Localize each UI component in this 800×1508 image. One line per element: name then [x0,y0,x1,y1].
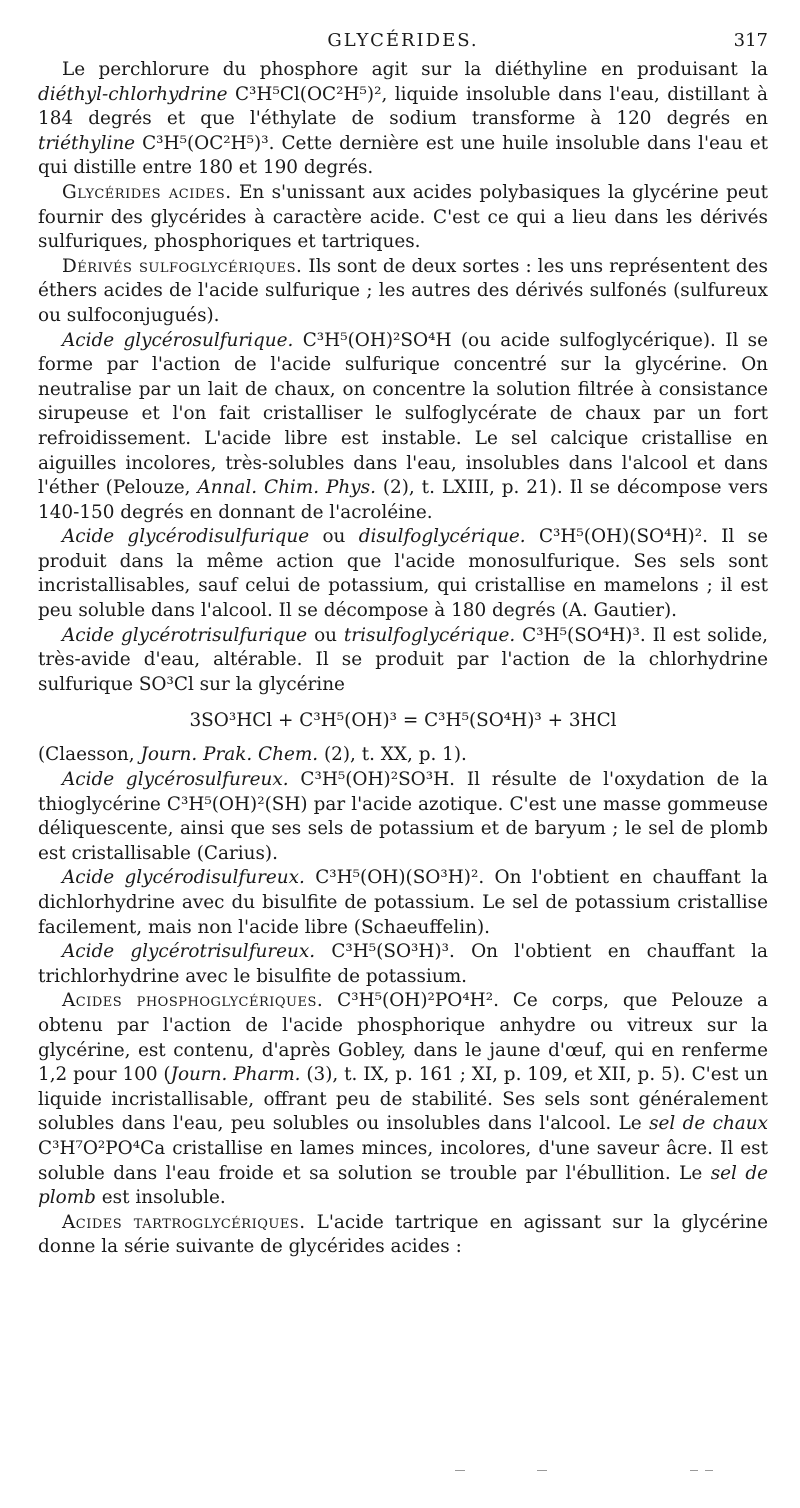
italic-term: disulfoglycérique. [358,526,526,548]
text-run: L'acide tartrique en agissant sur la glycérine donne la série suivante de glycérides acides : [38,1211,768,1258]
scan-mark [537,1470,547,1471]
text-run: (2), t. LXIII, p. 21). Il se décompose vers 140-150 degrés en donnant de l'acroléine. [38,477,769,523]
paragraph [38,58,768,181]
text-run: C³H⁷O²PO⁴Ca cristallise en lames minces, incolores, d'une saveur âcre. Il est soluble dans l'eau froide et sa solution se trouble par l'ébullition. Le [38,1137,768,1184]
text-run: C³H⁵(OH)²SO⁴H (ou acide sulfoglycérique). Il se forme par l'action de l'acide sulfurique concentré sur la glycérine. On neutralise par un lait de chaux, on concentre la solution filtrée à consistance sirupeuse et l'on fait cristalliser le sulfoglycérate de chaux par un fort refroidissement. L'acide libre est instable. Le sel calcique cristallise en aiguilles incolores, très-solubles dans l'eau, insolubles dans l'alcool et dans l'éther (Pelouze, [38,329,769,499]
paragraph [38,525,768,623]
italic-term: trisulfoglycérique. [343,624,516,646]
text-run: (3), t. IX, p. 161 ; XI, p. 109, et XII, p. 5). C'est un liquide incristallisable, offrant peu de stabilité. Ses sels sont généralement solubles dans l'eau, peu solubles ou insolubles dans l'alcool. Le [38,1064,768,1135]
scan-mark [455,1470,465,1471]
paragraph [38,866,768,940]
text-run: C³H⁵(OC²H⁵)³. Cette dernière est une huile insoluble dans l'eau et qui distille entre 180 et 190 degrés. [38,132,768,179]
italic-term: Acide glycérodisulfurique [62,526,310,548]
italic-term: diéthyl-chlorhydrine [38,83,228,105]
italic-term: Acide glycérosulfureux. [62,769,289,791]
text-run: C³H⁵(OH)(SO³H)². On l'obtient en chauffant la dichlorhydrine avec du bisulfite de potassium. Le sel de potassium cristallise facilement, mais non l'acide libre (Schaeuffelin). [38,867,769,938]
running-head: GLYCÉRIDES. [327,30,479,51]
italic-term: sel de plomb [38,1162,768,1209]
italic-term: triéthyline [38,132,136,154]
scan-mark [690,1470,698,1471]
scan-artifact-marks [0,1470,800,1480]
italic-term: Acide glycérosulfurique. [62,329,294,351]
italic-term: Acide glycérotrisulfurique [62,624,308,646]
paragraph [38,743,768,768]
text-run: C³H⁵(OH)(SO⁴H)². Il se produit dans la même action que l'acide monosulfurique. Ses sels sont incristallisables, sauf celui de potassium, qui cristallise en mamelons ; il est peu soluble dans l'alcool. Il se décompose à 180 degrés (A. Gautier). [38,526,768,622]
text-run: est insoluble. [95,1187,226,1209]
paragraph [38,940,768,989]
italic-citation: Annal. Chim. Phys. [197,477,376,499]
section-heading: Acides phosphoglycériques. [62,990,324,1012]
text-run: (Claesson, [38,744,141,766]
page-header [38,24,768,58]
text-run: C³H⁵(OH)²PO⁴H². Ce corps, que Pelouze a obtenu par l'action de l'acide phosphorique anhydre ou vitreux sur la glycérine, est contenu, d'après Gobley, dans le jaune d'œuf, qui en renferme 1,2 pour 100 ( [38,990,768,1086]
paragraph [38,768,768,866]
text-run: C³H⁵(SO³H)³. On l'obtient en chauffant la trichlorhydrine avec le bisulfite de potassium. [38,941,768,987]
text-run: (2), t. XX, p. 1). [318,744,467,766]
italic-citation: Journ. Prak. Chem. [140,744,319,766]
section-heading: Glycérides acides. [62,181,232,203]
chemical-equation: 3SO³HCl + C³H⁵(OH)³ = C³H⁵(SO⁴H)³ + 3HCl [189,710,617,732]
paragraph [38,329,768,526]
paragraph [38,989,768,1210]
italic-term: sel de chaux [649,1113,768,1135]
paragraph [38,255,768,329]
text-run: Ils sont de deux sortes : les uns représentent des éthers acides de l'acide sulfurique ; les autres des dérivés sulfonés (sulfureux ou sulfoconjugués). [38,255,768,326]
body-text [38,58,768,1260]
italic-citation: Journ. Pharm. [170,1064,301,1086]
paragraph [38,181,768,255]
section-heading: Dérivés sulfoglycériques. [62,255,303,277]
text-run: ou [309,526,359,548]
italic-term: Acide glycérotrisulfureux. [62,941,316,963]
page [38,24,768,1260]
text-run: C³H⁵Cl(OC²H⁵)², liquide insoluble dans l'eau, distillant à 184 degrés et que l'éthylate de sodium transforme à 120 degrés en [38,83,768,130]
scan-mark [705,1470,713,1471]
paragraph [38,624,768,698]
text-run: En s'unissant aux acides polybasiques la glycérine peut fournir des glycérides à caractère acide. C'est ce qui a lieu dans les dérivés sulfuriques, phosphoriques et tartriques. [38,181,768,253]
text-run: C³H⁵(SO⁴H)³. Il est solide, très-avide d'eau, altérable. Il se produit par l'action de la chlorhydrine sulfurique SO³Cl sur la glycérine [38,624,769,695]
italic-term: Acide glycérodisulfureux. [62,867,305,889]
section-heading: Acides tartroglycériques. [62,1211,306,1233]
text-run: Le perchlorure du phosphore agit sur la diéthyline en produisant la [62,59,768,80]
text-run: ou [307,624,344,646]
paragraph [38,1211,768,1260]
text-run: C³H⁵(OH)²SO³H. Il résulte de l'oxydation de la thioglycérine C³H⁵(OH)²(SH) par l'acide azotique. C'est une masse gommeuse déliquescente, ainsi que ses sels de potassium et de baryum ; le sel de plomb est cristallisable (Carius). [38,769,768,864]
page-number: 317 [733,30,768,51]
